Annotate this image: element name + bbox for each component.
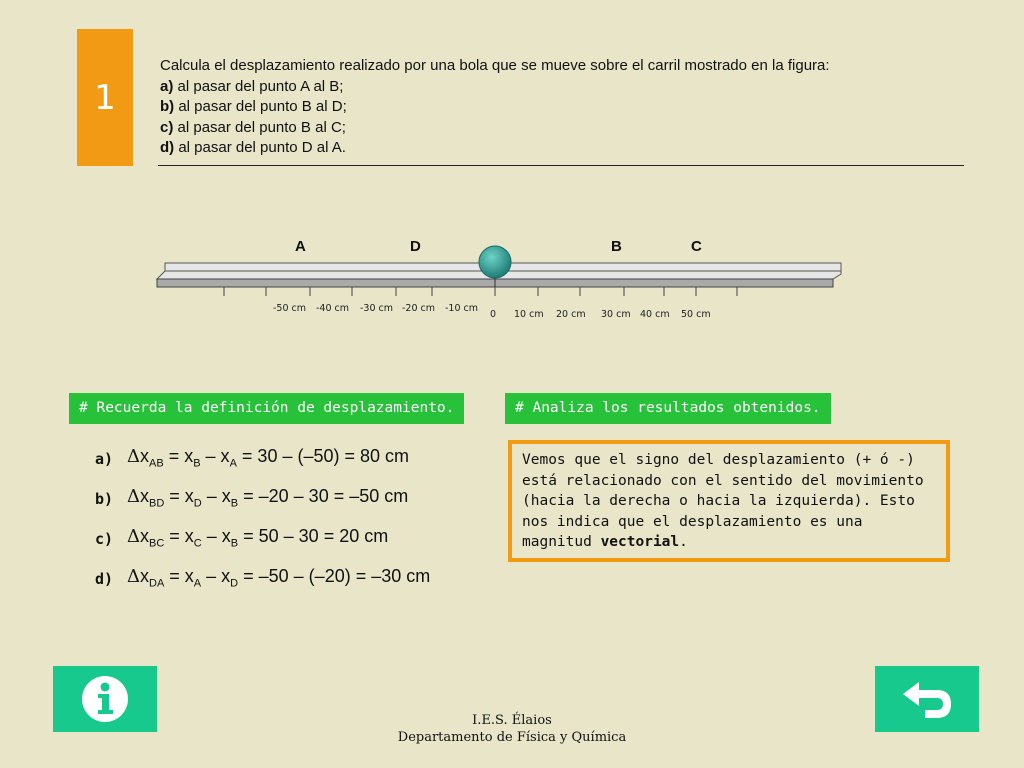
statement-item-a: a) al pasar del punto A al B; [160,77,344,95]
tick-label: -40 cm [316,303,350,314]
info-button[interactable] [53,666,157,732]
tick-label: 30 cm [601,309,631,320]
tick-label: -50 cm [273,303,307,314]
problem-statement [160,56,960,159]
hint-analysis-label: # Analiza los resultados obtenidos. [515,400,821,416]
analysis-end: . [679,534,688,550]
point-label-c: C [691,238,702,255]
solution-label: b) [95,490,114,508]
statement-intro: Calcula el desplazamiento realizado por una bola que se mueve sobre el carril mostrado en la figura: [160,57,830,74]
exercise-number-badge [77,29,133,166]
footer-department: Departamento de Física y Química [397,730,627,745]
footer-school: I.E.S. Élaios [472,713,552,728]
tick-label-zero: 0 [490,309,497,320]
analysis-text: Vemos que el signo del desplazamiento (+ ó -) está relacionado con el sentido del movimiento (hacia la derecha o hacia la izquierda). Esto nos indica que el desplazamiento es una magnitud [522,452,924,550]
tick-label: 20 cm [556,309,586,320]
hint-definition-button[interactable] [69,393,464,424]
point-label-a: A [295,238,306,255]
hint-definition-label: # Recuerda la definición de desplazamiento. [79,400,455,416]
tick-label: -20 cm [402,303,436,314]
exercise-number: 1 [94,77,116,118]
tick-label: 50 cm [681,309,711,320]
solution-equation: $\Delta x_{BD} = x_D - x_B = -20 - 30 = -50$ cm [127,486,409,510]
track-figure [150,230,870,330]
tick-label: -10 cm [445,303,479,314]
point-label-b: B [611,238,622,255]
solution-label: d) [95,570,114,588]
solution-equation: $\Delta x_{DA} = x_A - x_D = -50 - (-20) = -30$ cm [127,566,431,590]
hint-analysis-button[interactable] [505,393,831,424]
tick-label: -30 cm [360,303,394,314]
analysis-box [508,440,950,562]
statement-item-b: b) al pasar del punto B al D; [160,98,347,115]
solution-equation: $\Delta x_{AB} = x_B - x_A = 30 - (-50) = 80$ cm [127,446,410,470]
solution-equation: $\Delta x_{BC} = x_C - x_B = 50 - 30 = 20$ cm [127,526,389,550]
tick-label: 10 cm [514,309,544,320]
return-arrow-icon [899,674,955,724]
footer [320,712,704,746]
solution-label: a) [95,450,114,468]
header-divider [158,165,964,166]
solution-label: c) [95,530,114,548]
statement-item-d: d) al pasar del punto D al A. [160,139,346,156]
statement-item-c: c) al pasar del punto B al C; [160,118,346,136]
info-icon [80,674,130,724]
tick-label: 40 cm [640,309,670,320]
back-button[interactable] [875,666,979,732]
tick-marks [224,287,737,296]
point-label-d: D [410,238,421,255]
ball [479,246,511,278]
analysis-bold: vectorial [600,534,680,550]
